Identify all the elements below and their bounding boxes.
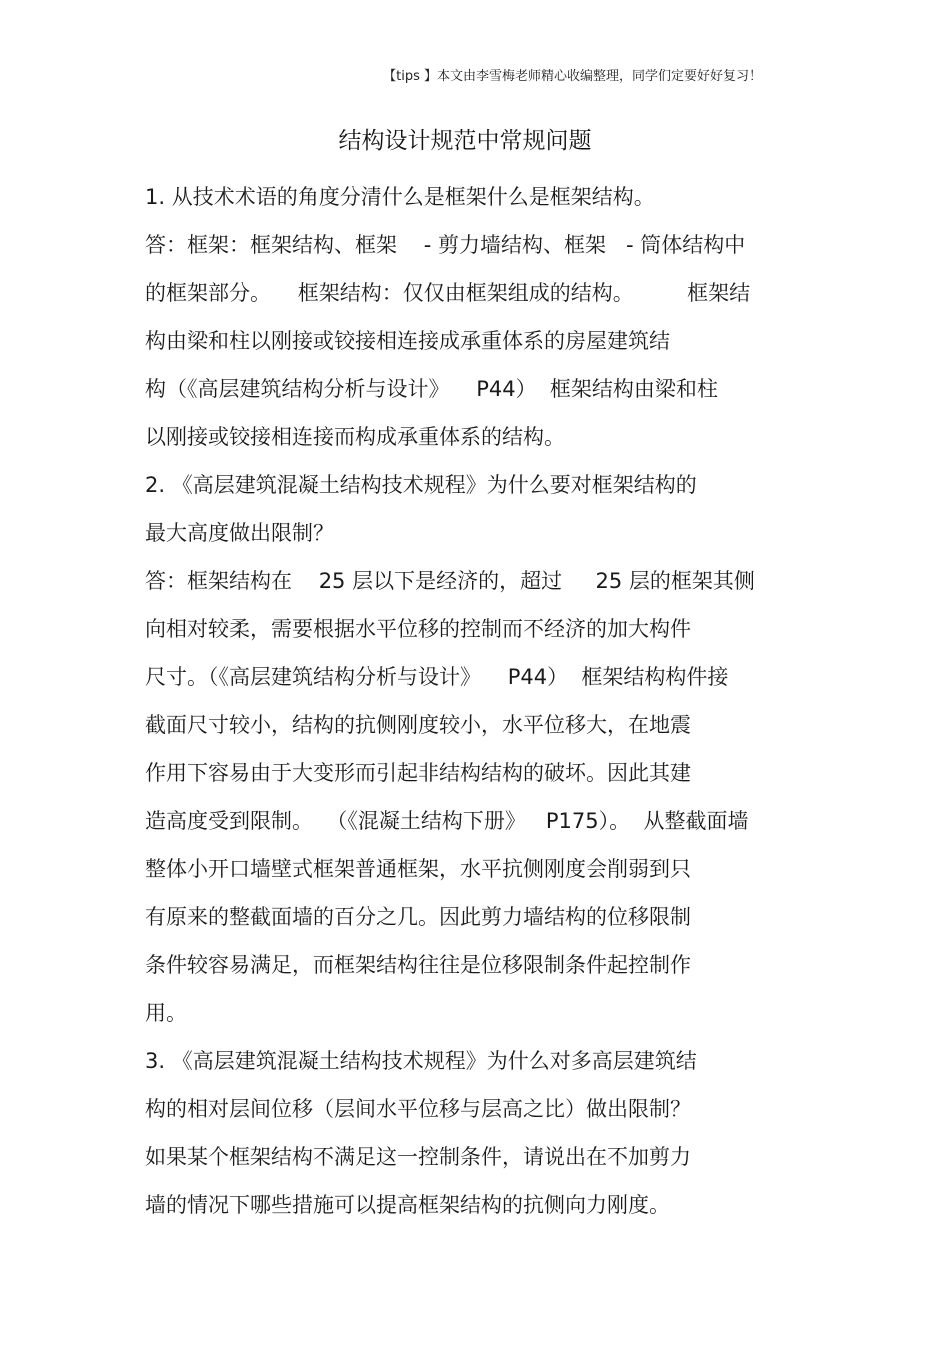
text-line: 作用下容易由于大变形而引起非结构结构的破坏。因此其建 [145, 761, 691, 785]
text-line: 向相对较柔，需要根据水平位移的控制而不经济的加大构件 [145, 617, 691, 641]
text-line: 答：框架结构在 25 层以下是经济的，超过 25 层的框架其侧 [145, 569, 755, 593]
text-line: 条件较容易满足，而框架结构往往是位移限制条件起控制作 [145, 953, 691, 977]
text-line: 造高度受到限制。 （《混凝土结构下册》 P175）。 从整截面墙 [145, 809, 749, 833]
text-line: 2. 《高层建筑混凝土结构技术规程》为什么要对框架结构的 [145, 473, 697, 497]
text-line: 有原来的整截面墙的百分之几。因此剪力墙结构的位移限制 [145, 905, 691, 929]
text-line: 3. 《高层建筑混凝土结构技术规程》为什么对多高层建筑结 [145, 1049, 697, 1073]
document-title: 结构设计规范中常规问题 [338, 128, 592, 154]
text-line: 答：框架：框架结构、框架 - 剪力墙结构、框架 - 筒体结构中 [145, 233, 746, 257]
text-line: 1. 从技术术语的角度分清什么是框架什么是框架结构。 [145, 185, 655, 209]
tips-header: 【tips 】本文由李雪梅老师精心收编整理，同学们定要好好复习！ [383, 69, 762, 84]
text-line: 最大高度做出限制？ [145, 521, 334, 545]
text-line: 墙的情况下哪些措施可以提高框架结构的抗侧向力刚度。 [145, 1193, 670, 1217]
text-line: 构的相对层间位移（层间水平位移与层高之比）做出限制？ [145, 1097, 691, 1121]
text-line: 以刚接或铰接相连接而构成承重体系的结构。 [145, 425, 565, 449]
text-line: 构（《高层建筑结构分析与设计》 P44） 框架结构由梁和柱 [145, 377, 718, 401]
text-line: 如果某个框架结构不满足这一控制条件，请说出在不加剪力 [145, 1145, 691, 1169]
text-line: 的框架部分。 框架结构：仅仅由框架组成的结构。 框架结 [145, 281, 751, 305]
text-line: 用。 [145, 1001, 187, 1025]
text-line: 整体小开口墙壁式框架普通框架，水平抗侧刚度会削弱到只 [145, 857, 691, 881]
text-line: 尺寸。（《高层建筑结构分析与设计》 P44） 框架结构构件接 [145, 665, 729, 689]
text-line: 构由梁和柱以刚接或铰接相连接成承重体系的房屋建筑结 [145, 329, 670, 353]
text-line: 截面尺寸较小，结构的抗侧刚度较小，水平位移大，在地震 [145, 713, 691, 737]
